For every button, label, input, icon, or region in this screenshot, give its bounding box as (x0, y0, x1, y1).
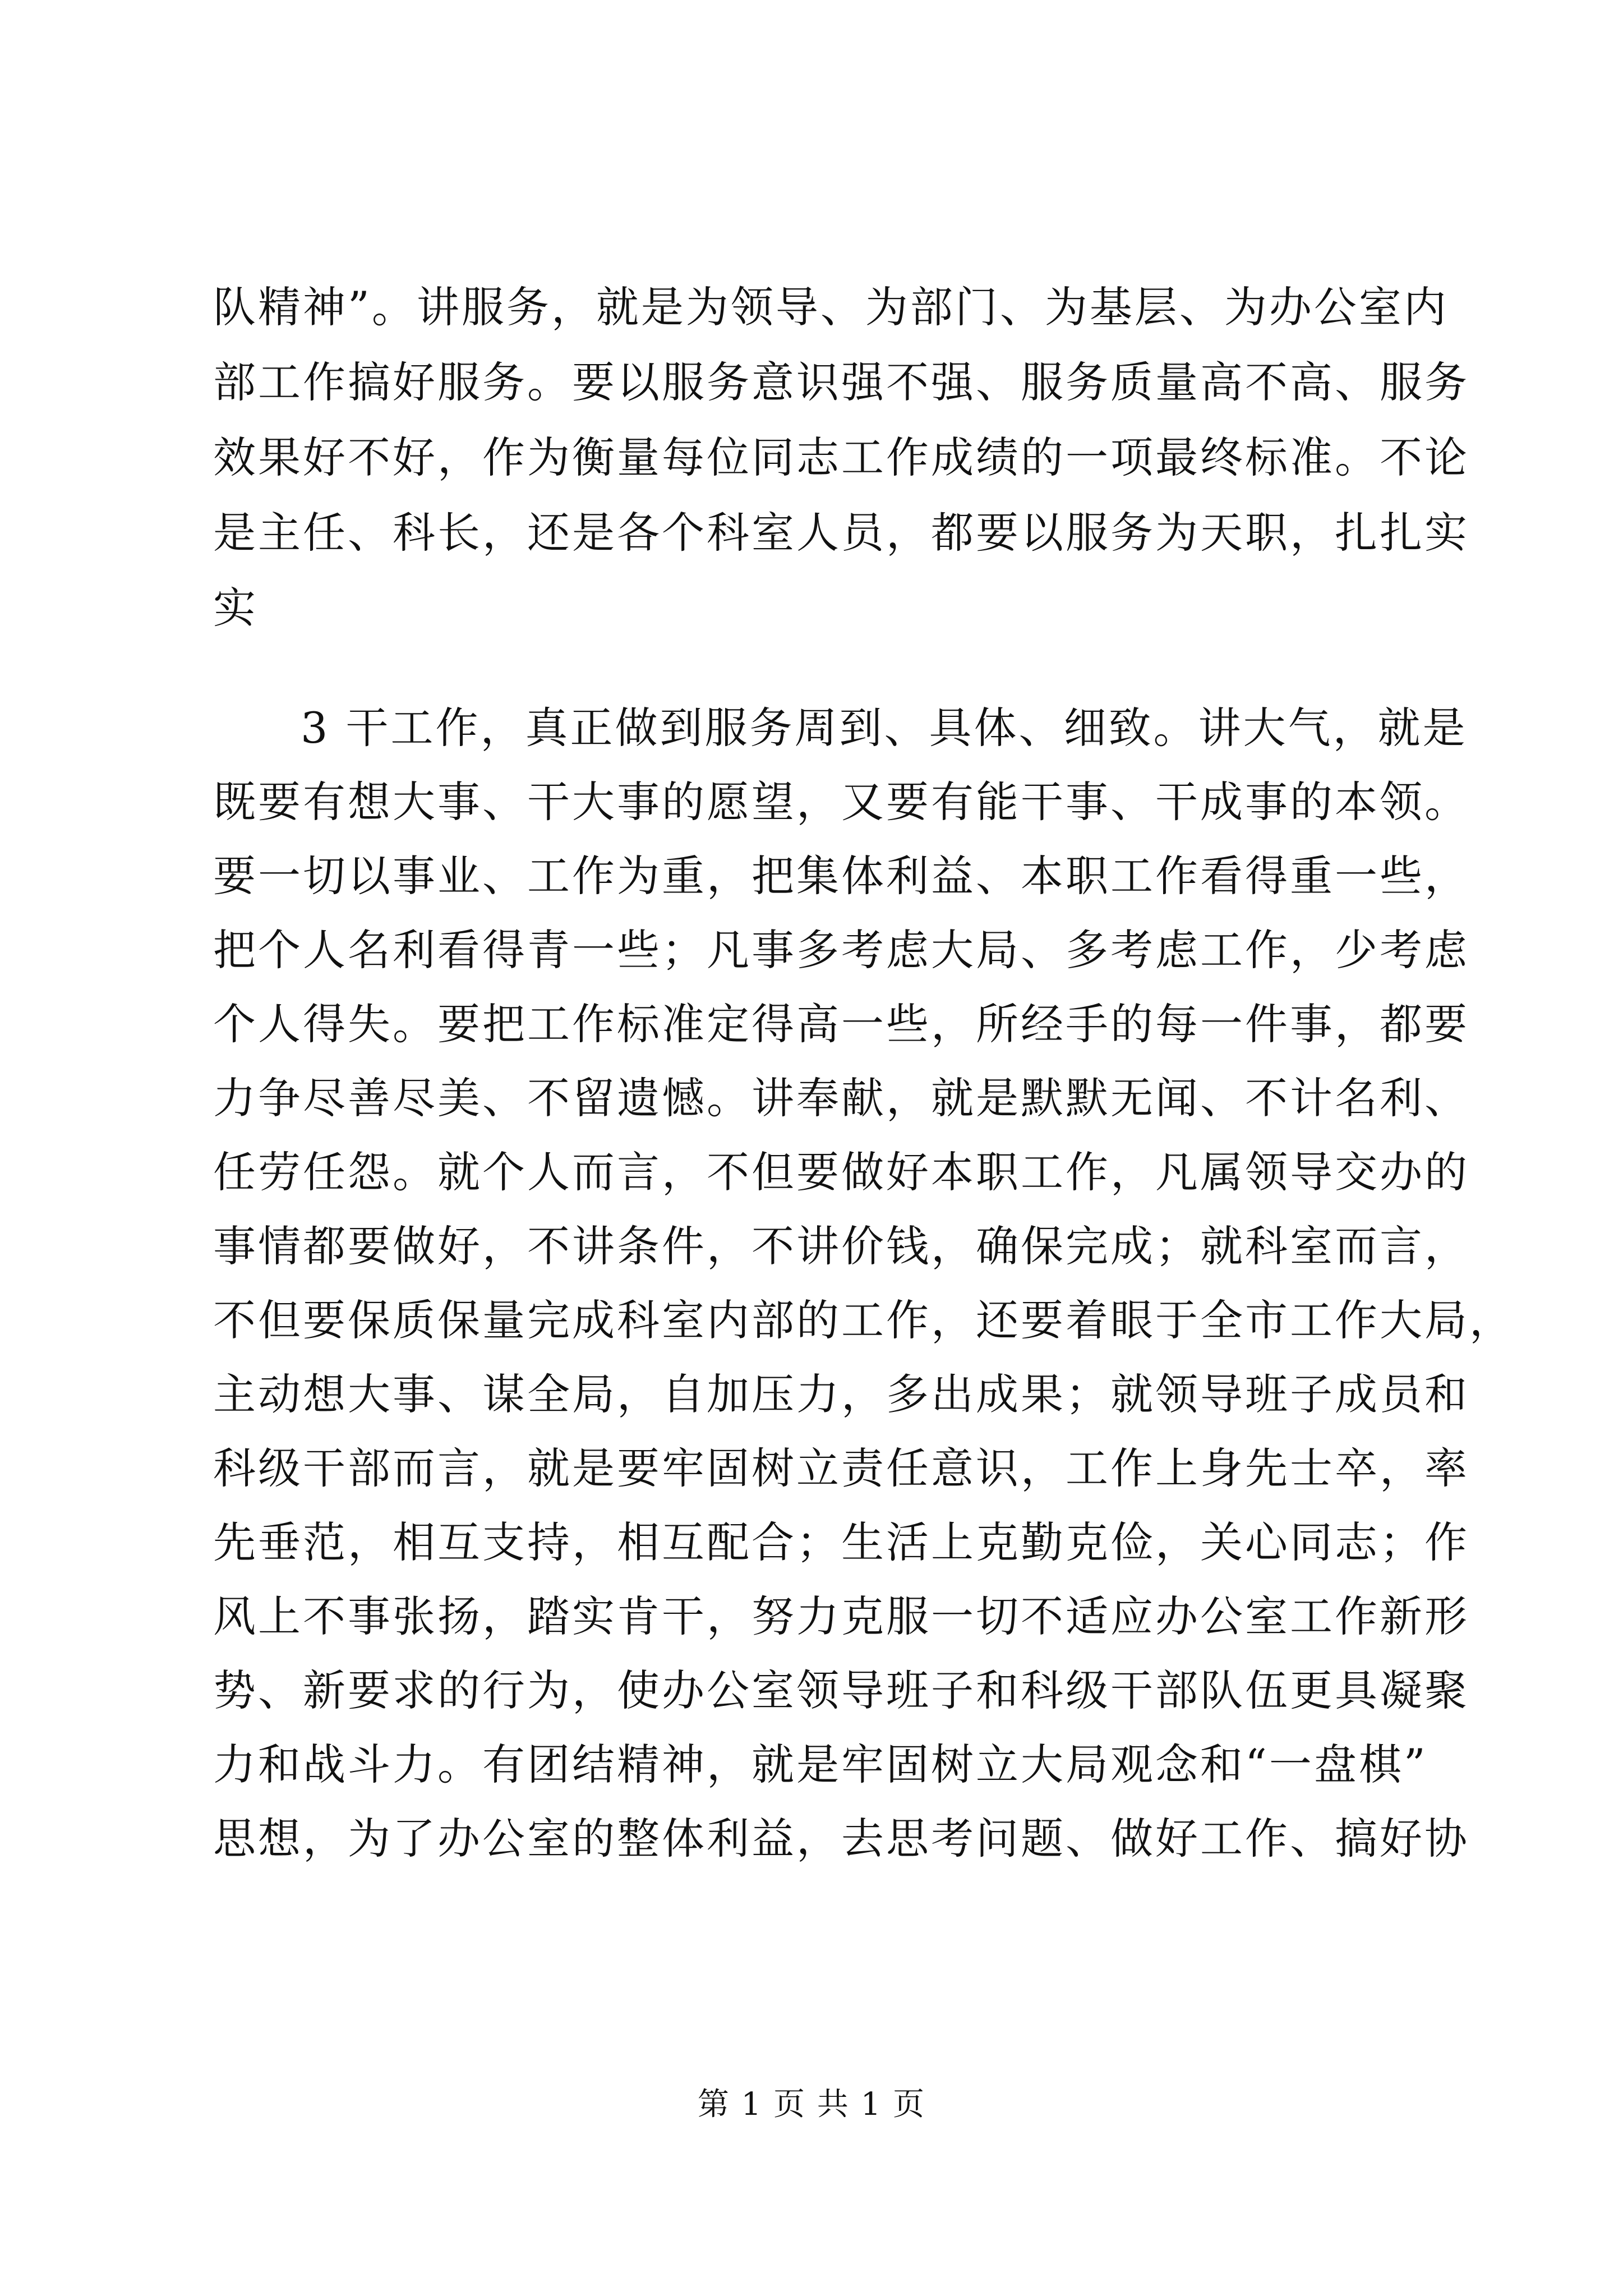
text-line-17: 先垂范，相互支持，相互配合；生活上克勤克俭，关心同志；作 (213, 1517, 1469, 1567)
text-line-11: 力争尽善尽美、不留遗憾。讲奉献，就是默默无闻、不计名利、 (213, 1073, 1469, 1123)
text-line-15: 主动想大事、谋全局，自加压力，多出成果；就领导班子成员和 (213, 1369, 1469, 1419)
text-line-20: 力和战斗力。有团结精神，就是牢固树立大局观念和“一盘棋” (213, 1740, 1428, 1789)
text-line-8: 要一切以事业、工作为重，把集体利益、本职工作看得重一些， (213, 851, 1469, 901)
text-line-16: 科级干部而言，就是要牢固树立责任意识，工作上身先士卒，率 (213, 1443, 1469, 1493)
text-line-12: 任劳任怨。就个人而言，不但要做好本职工作，凡属领导交办的 (213, 1147, 1469, 1197)
text-line-1: 队精神”。讲服务，就是为领导、为部门、为基层、为办公室内 (213, 282, 1449, 332)
text-line-2: 部工作搞好服务。要以服务意识强不强、服务质量高不高、服务 (213, 357, 1469, 407)
text-line-14: 不但要保质保量完成科室内部的工作，还要着眼于全市工作大局， (213, 1295, 1514, 1345)
text-line-4: 是主任、科长，还是各个科室人员，都要以服务为天职，扎扎实 (213, 508, 1469, 558)
text-line-3: 效果好不好，作为衡量每位同志工作成绩的一项最终标准。不论 (213, 432, 1469, 482)
text-line-6: 3 干工作，真正做到服务周到、具体、细致。讲大气，就是 (301, 703, 1468, 753)
text-line-7: 既要有想大事、干大事的愿望，又要有能干事、干成事的本领。 (213, 777, 1469, 827)
text-line-9: 把个人名利看得青一些；凡事多考虑大局、多考虑工作，少考虑 (213, 925, 1469, 975)
text-line-13: 事情都要做好，不讲条件，不讲价钱，确保完成；就科室而言， (213, 1221, 1469, 1271)
page-footer: 第 1 页 共 1 页 (697, 2086, 926, 2123)
text-line-5: 实 (213, 583, 258, 633)
text-line-18: 风上不事张扬，踏实肯干，努力克服一切不适应办公室工作新形 (213, 1591, 1469, 1641)
text-line-10: 个人得失。要把工作标准定得高一些，所经手的每一件事，都要 (213, 999, 1469, 1049)
text-line-21: 思想，为了办公室的整体利益，去思考问题、做好工作、搞好协 (213, 1814, 1469, 1864)
text-line-19: 势、新要求的行为，使办公室领导班子和科级干部队伍更具凝聚 (213, 1665, 1469, 1715)
